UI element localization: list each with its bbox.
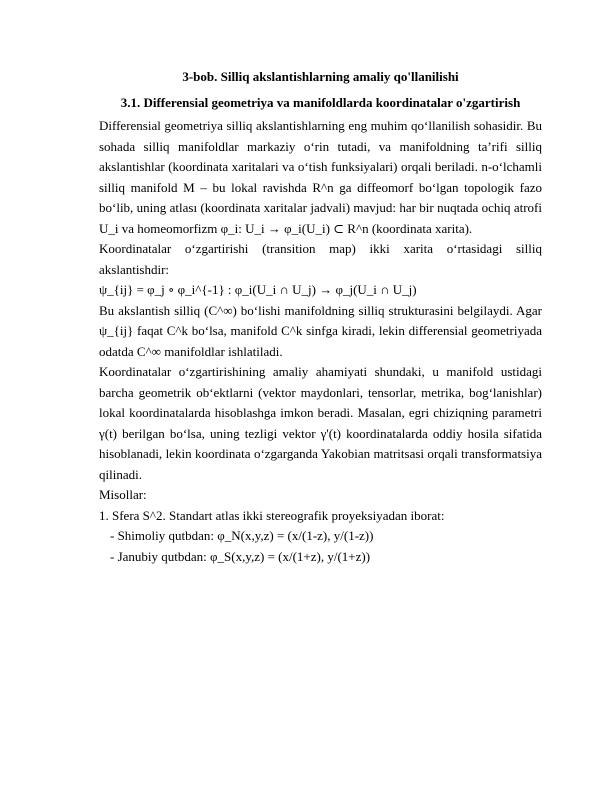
document-page xyxy=(99,69,542,567)
formula-transition-map: ψ_{ij} = φ_j ∘ φ_i^{-1} : φ_i(U_i ∩ U_j) → φ_j(U_i ∩ U_j) xyxy=(99,282,417,297)
examples-heading: Misollar: xyxy=(99,487,147,502)
paragraph-transition: Koordinatalar o‘zgartirishi (transition map) ikki xarita o‘rtasidagi silliq akslantishdir: xyxy=(99,241,542,277)
example-south-pole: - Janubiy qutbdan: φ_S(x,y,z) = (x/(1+z), y/(1+z)) xyxy=(110,548,371,564)
chapter-title: 3-bob. Silliq akslantishlarning amaliy qo'llanilishi xyxy=(182,69,459,84)
example-north-pole: - Shimoliy qutbdan: φ_N(x,y,z) = (x/(1-z), y/(1-z)) xyxy=(110,528,374,543)
paragraph-smoothness: Bu akslantish silliq (C^∞) bo‘lishi manifoldning silliq strukturasini belgilaydi. Agar ψ_{ij} faqat C^k bo‘lsa, manifold C^k sinfga kiradi, lekin differensial geometriyada odatda C^∞ manifoldlar ishlatiladi. xyxy=(99,302,542,359)
section-title: 3.1. Differensial geometriya va manifoldlarda koordinatalar o'zgartirish xyxy=(120,95,521,110)
example-sphere: 1. Sfera S^2. Standart atlas ikki stereografik proyeksiyadan iborat: xyxy=(99,507,445,523)
paragraph-practical: Koordinatalar o‘zgartirishining amaliy ahamiyati shundaki, u manifold ustidagi barcha geometrik ob‘ektlarni (vektor maydonlari, tensorlar, metrika, bog‘lanishlar) lokal koordinatalarda hisoblashga imkon beradi. Masalan, egri chiziqning parametri γ(t) berilgan bo‘lsa, uning tezligi vektor γ'(t) koordinatalarda oddiy hosila sifatida hisoblanadi, lekin koordinata o‘zgarganda Yakobian matritsasi orqali transformatsiya qilinadi. xyxy=(99,364,542,482)
paragraph-intro: Differensial geometriya silliq akslantishlarning eng muhim qo‘llanilish sohasidir. Bu sohada silliq manifoldlar markaziy o‘rin tutadi, va manifoldning ta’rifi silliq akslantishlar (koordinata xaritalari va o‘tish funksiyalari) orqali beriladi. n-o‘lchamli silliq manifold M – bu lokal ravishda R^n ga diffeomorf bo‘lgan topologik fazo bo‘lib, uning atlası (koordinata xaritalar jadvali) mavjud: har bir nuqtada ochiq atrofi U_i va homeomorfizm φ_i: U_i → φ_i(U_i) ⊂ R^n (koordinata xarita). xyxy=(99,118,542,236)
